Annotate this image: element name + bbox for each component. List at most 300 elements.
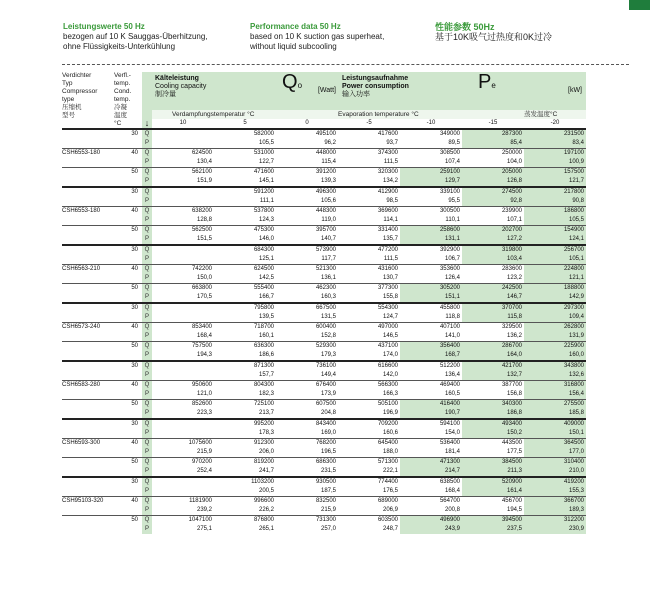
table-row: [62, 207, 586, 217]
value-cell: 134,2: [382, 178, 398, 184]
value-cell: 117,7: [321, 256, 336, 262]
value-cell: 819200: [214, 458, 276, 468]
value-cell: 421700: [462, 361, 524, 371]
table-row: [62, 245, 586, 255]
value-cell: 275,1: [196, 526, 212, 532]
value-cell: [152, 371, 214, 381]
value-cell: 222,1: [382, 468, 398, 474]
quantity-symbol-cell: P: [142, 313, 152, 323]
table-row: [62, 158, 586, 168]
value-cell: 151,9: [196, 178, 212, 184]
value-cell: 536400: [400, 439, 462, 449]
value-cell: 237,5: [462, 525, 524, 534]
cond-temp-cell: [114, 506, 142, 516]
model-cell: [62, 235, 114, 245]
value-cell: 136,2: [506, 333, 522, 339]
quantity-symbol-cell: P: [142, 351, 152, 361]
quantity-symbol-cell: Q: [142, 187, 152, 197]
quantity-symbol-cell: Q: [142, 226, 152, 236]
model-cell: [62, 139, 114, 149]
value-cell: 853400: [152, 323, 214, 333]
cond-temp-cell: [114, 467, 142, 477]
value-cell: 471600: [214, 168, 276, 178]
table-row: [62, 323, 586, 333]
value-cell: 248,7: [382, 526, 398, 532]
head-compressor: Verdichter Typ Compressor type 压缩机 型号: [62, 72, 98, 119]
value-cell: 566300: [338, 381, 400, 391]
cond-temp-cell: [114, 216, 142, 226]
value-cell: 419200: [524, 477, 586, 487]
value-cell: 471300: [400, 458, 462, 468]
value-cell: 448300: [276, 207, 338, 217]
head-cond-temp: Verfl.- temp. Cond. temp. 冷凝 温度 °C: [114, 72, 132, 127]
quantity-symbol-cell: P: [142, 274, 152, 284]
value-cell: 231500: [524, 129, 586, 139]
value-cell: 215,9: [320, 507, 336, 513]
model-cell: [62, 400, 114, 410]
table-row: [62, 197, 586, 207]
value-cell: 126,4: [444, 275, 460, 281]
head-power: Leistungsaufnahme Power consumption 输入功率 Pe [kW]: [338, 72, 586, 108]
table-row: [62, 303, 586, 313]
subtitle-cn: 基于10K吸气过热度和0K过冷: [435, 32, 553, 42]
model-cell: [62, 245, 114, 255]
table-row: [62, 351, 586, 361]
value-cell: 146,7: [462, 293, 524, 303]
value-cell: 115,4: [321, 159, 336, 165]
value-cell: 215,9: [196, 449, 212, 455]
header-divider: [62, 64, 629, 65]
value-cell: 136,1: [320, 275, 336, 281]
value-cell: 111,1: [259, 198, 274, 204]
value-cell: 684300: [214, 245, 276, 255]
value-cell: 204,8: [320, 410, 336, 416]
value-cell: 132,6: [524, 371, 586, 381]
value-cell: 105,5: [258, 140, 274, 146]
value-cell: [152, 477, 214, 487]
value-cell: 197100: [524, 149, 586, 159]
cond-temp-cell: [114, 235, 142, 245]
value-cell: 832500: [276, 497, 338, 507]
value-cell: 95,5: [448, 198, 460, 204]
value-cell: 181,4: [444, 449, 460, 455]
value-cell: 157,7: [258, 372, 274, 378]
value-cell: 145,1: [258, 178, 274, 184]
value-cell: 231,5: [320, 468, 336, 474]
table-row: [62, 139, 586, 149]
model-cell: [62, 313, 114, 323]
cond-temp-cell: [114, 525, 142, 534]
value-cell: 638200: [152, 207, 214, 217]
quantity-symbol-cell: P: [142, 371, 152, 381]
value-cell: [152, 187, 214, 197]
model-cell: [62, 303, 114, 313]
evap-temp-en: Evaporation temperature °C: [338, 110, 524, 119]
value-cell: 105,6: [320, 198, 336, 204]
value-cell: 124,7: [382, 314, 398, 320]
value-cell: 135,7: [382, 236, 398, 242]
table-row: [62, 265, 586, 275]
value-cell: 151,5: [196, 236, 212, 242]
quantity-symbol-cell: Q: [142, 419, 152, 429]
value-cell: 297300: [524, 303, 586, 313]
cond-temp-cell: [114, 293, 142, 303]
table-row: [62, 458, 586, 468]
value-cell: 178,3: [258, 430, 274, 436]
quantity-symbol-cell: P: [142, 506, 152, 516]
value-cell: 141,0: [444, 333, 460, 339]
cond-temp-cell: [114, 390, 142, 400]
cond-temp-cell: 40: [114, 381, 142, 391]
value-cell: 262800: [524, 323, 586, 333]
value-cell: 950600: [152, 381, 214, 391]
value-cell: 185,8: [524, 409, 586, 419]
value-cell: 168,7: [400, 351, 462, 361]
quantity-symbol-cell: P: [142, 177, 152, 187]
value-cell: 340300: [462, 400, 524, 410]
value-cell: 258600: [400, 226, 462, 236]
cond-temp-cell: 40: [114, 323, 142, 333]
value-cell: 477200: [338, 245, 400, 255]
value-cell: 531000: [214, 149, 276, 159]
value-cell: 154,0: [444, 430, 460, 436]
value-cell: 132,7: [462, 371, 524, 381]
value-cell: [152, 361, 214, 371]
quantity-symbol-cell: P: [142, 139, 152, 149]
value-cell: 142,5: [258, 275, 274, 281]
value-cell: 412900: [338, 187, 400, 197]
model-cell: CSH6553-180: [62, 207, 114, 217]
value-cell: 196,5: [320, 449, 336, 455]
value-cell: 90,8: [524, 197, 586, 207]
value-cell: 353600: [400, 265, 462, 275]
value-cell: 142,0: [382, 372, 398, 378]
value-cell: 409000: [524, 419, 586, 429]
model-cell: [62, 226, 114, 236]
value-cell: 168,4: [196, 333, 212, 339]
cond-temp-cell: 30: [114, 245, 142, 255]
value-cell: 182,3: [258, 391, 274, 397]
quantity-symbol-cell: Q: [142, 342, 152, 352]
value-cell: 676400: [276, 381, 338, 391]
value-cell: 497000: [338, 323, 400, 333]
value-cell: 177,5: [506, 449, 522, 455]
value-cell: 768200: [276, 439, 338, 449]
quantity-symbol-cell: Q: [142, 458, 152, 468]
value-cell: 616600: [338, 361, 400, 371]
quantity-symbol-cell: P: [142, 197, 152, 207]
table-row: [62, 390, 586, 400]
value-cell: 114,1: [383, 217, 398, 223]
value-cell: 416400: [400, 400, 462, 410]
value-cell: 319800: [462, 245, 524, 255]
quantity-symbol-cell: Q: [142, 381, 152, 391]
value-cell: 121,1: [524, 274, 586, 284]
table-row: [62, 429, 586, 439]
value-cell: [152, 487, 214, 497]
model-cell: [62, 342, 114, 352]
value-cell: 600400: [276, 323, 338, 333]
model-cell: [62, 371, 114, 381]
cond-temp-cell: 30: [114, 187, 142, 197]
value-cell: 329500: [462, 323, 524, 333]
table-row: [62, 235, 586, 245]
value-cell: 343800: [524, 361, 586, 371]
value-cell: 136,4: [444, 372, 460, 378]
value-cell: 160,1: [258, 333, 274, 339]
table-row: [62, 168, 586, 178]
model-cell: [62, 177, 114, 187]
value-cell: 130,7: [382, 275, 398, 281]
value-cell: 554300: [338, 303, 400, 313]
model-cell: [62, 255, 114, 265]
value-cell: 104,0: [506, 159, 522, 165]
model-cell: [62, 390, 114, 400]
value-cell: 160,6: [382, 430, 398, 436]
table-row: [62, 448, 586, 458]
table-row: [62, 439, 586, 449]
value-cell: 217800: [524, 187, 586, 197]
model-cell: [62, 216, 114, 226]
value-cell: 150,2: [462, 429, 524, 439]
value-cell: 200,8: [444, 507, 460, 513]
model-cell: [62, 158, 114, 168]
table-row: [62, 293, 586, 303]
value-cell: 308500: [400, 149, 462, 159]
value-cell: 239,2: [196, 507, 212, 513]
table-row: [62, 361, 586, 371]
value-cell: 189,3: [524, 506, 586, 516]
value-cell: 103,4: [462, 255, 524, 265]
value-cell: 89,5: [448, 140, 460, 146]
cond-temp-cell: 50: [114, 226, 142, 236]
value-cell: 312200: [524, 516, 586, 526]
value-cell: 105,5: [524, 216, 586, 226]
cond-temp-cell: 50: [114, 458, 142, 468]
brand-logo-mark: [629, 0, 650, 10]
value-cell: 1047100: [152, 516, 214, 526]
value-cell: 121,7: [524, 177, 586, 187]
value-cell: 125,1: [258, 256, 274, 262]
value-cell: 121,0: [196, 391, 212, 397]
cond-temp-cell: 50: [114, 342, 142, 352]
value-cell: 118,8: [445, 314, 460, 320]
value-cell: 455800: [400, 303, 462, 313]
value-cell: 186,6: [258, 352, 274, 358]
cond-temp-cell: [114, 158, 142, 168]
temp-col-6: -20: [550, 120, 560, 126]
table-row: [62, 371, 586, 381]
model-cell: [62, 429, 114, 439]
value-cell: 196,9: [382, 410, 398, 416]
value-cell: 852600: [152, 400, 214, 410]
table-row: [62, 497, 586, 507]
cond-temp-cell: 30: [114, 361, 142, 371]
value-cell: 211,3: [462, 467, 524, 477]
value-cell: 520900: [462, 477, 524, 487]
table-row: [62, 313, 586, 323]
quantity-symbol-cell: Q: [142, 245, 152, 255]
quantity-symbol-cell: P: [142, 390, 152, 400]
value-cell: 689000: [338, 497, 400, 507]
table-row: [62, 409, 586, 419]
value-cell: 111,5: [383, 159, 398, 165]
value-cell: 603500: [338, 516, 400, 526]
value-cell: 139,3: [320, 178, 336, 184]
value-cell: 186800: [524, 207, 586, 217]
value-cell: 349000: [400, 129, 462, 139]
value-cell: 188,0: [382, 449, 398, 455]
value-cell: 129,7: [400, 177, 462, 187]
cond-temp-cell: 40: [114, 439, 142, 449]
value-cell: 624500: [214, 265, 276, 275]
capacity-symbol: Q: [282, 72, 298, 93]
value-cell: 241,7: [258, 468, 274, 474]
value-cell: 316800: [524, 381, 586, 391]
value-cell: 431600: [338, 265, 400, 275]
value-cell: 300500: [400, 207, 462, 217]
quantity-symbol-cell: P: [142, 255, 152, 265]
table-body: [62, 129, 586, 534]
value-cell: 200,5: [258, 488, 274, 494]
value-cell: 1181900: [152, 497, 214, 507]
title-en: Performance data 50 Hz: [250, 22, 341, 31]
model-cell: [62, 448, 114, 458]
cond-temp-cell: 50: [114, 400, 142, 410]
value-cell: 930500: [276, 477, 338, 487]
cond-temp-cell: [114, 332, 142, 342]
value-cell: 443500: [462, 439, 524, 449]
value-cell: 173,9: [320, 391, 336, 397]
quantity-symbol-cell: Q: [142, 207, 152, 217]
value-cell: 107,1: [506, 217, 522, 223]
model-cell: CSH6583-280: [62, 381, 114, 391]
value-cell: [152, 255, 214, 265]
value-cell: 186,8: [462, 409, 524, 419]
table-row: [62, 400, 586, 410]
model-cell: [62, 487, 114, 497]
value-cell: 310400: [524, 458, 586, 468]
model-cell: [62, 187, 114, 197]
cond-temp-cell: [114, 139, 142, 149]
value-cell: 92,8: [462, 197, 524, 207]
value-cell: 188800: [524, 284, 586, 294]
quantity-symbol-cell: Q: [142, 168, 152, 178]
value-cell: 239900: [462, 207, 524, 217]
value-cell: 573900: [276, 245, 338, 255]
power-symbol: P: [478, 72, 492, 93]
cond-temp-cell: 40: [114, 207, 142, 217]
value-cell: 591200: [214, 187, 276, 197]
subtitle-en-2: without liquid subcooling: [250, 42, 337, 51]
value-cell: 757500: [152, 342, 214, 352]
quantity-symbol-cell: Q: [142, 323, 152, 333]
model-cell: [62, 274, 114, 284]
value-cell: [152, 303, 214, 313]
value-cell: 562500: [152, 226, 214, 236]
model-cell: [62, 168, 114, 178]
table-row: [62, 506, 586, 516]
value-cell: 124,3: [258, 217, 274, 223]
value-cell: 537800: [214, 207, 276, 217]
model-cell: CSH95103-320: [62, 497, 114, 507]
value-cell: 122,7: [258, 159, 274, 165]
value-cell: 529300: [276, 342, 338, 352]
header-cn: [435, 22, 552, 42]
value-cell: 226,2: [258, 507, 274, 513]
table-row: [62, 332, 586, 342]
value-cell: 194,3: [196, 352, 212, 358]
value-cell: 594100: [400, 419, 462, 429]
model-cell: [62, 284, 114, 294]
value-cell: 709200: [338, 419, 400, 429]
value-cell: 636300: [214, 342, 276, 352]
value-cell: [152, 197, 214, 207]
temp-col-5: -15: [488, 120, 498, 126]
value-cell: 127,2: [462, 235, 524, 245]
quantity-symbol-cell: P: [142, 448, 152, 458]
value-cell: 105,1: [524, 255, 586, 265]
value-cell: 160,3: [320, 294, 336, 300]
value-cell: 1075600: [152, 439, 214, 449]
value-cell: 469400: [400, 381, 462, 391]
value-cell: 912300: [214, 439, 276, 449]
value-cell: 562100: [152, 168, 214, 178]
value-cell: 179,3: [320, 352, 336, 358]
value-cell: 146,0: [258, 236, 274, 242]
value-cell: 407100: [400, 323, 462, 333]
quantity-symbol-cell: Q: [142, 149, 152, 159]
value-cell: 152,8: [320, 333, 336, 339]
value-cell: 339100: [400, 187, 462, 197]
model-cell: [62, 361, 114, 371]
value-cell: 202700: [462, 226, 524, 236]
arrow-down-icon: ↓: [142, 119, 152, 129]
value-cell: 645400: [338, 439, 400, 449]
value-cell: 370700: [462, 303, 524, 313]
value-cell: 154900: [524, 226, 586, 236]
value-cell: 256700: [524, 245, 586, 255]
value-cell: 243,9: [400, 525, 462, 534]
value-cell: 213,7: [258, 410, 274, 416]
table-row: [62, 255, 586, 265]
value-cell: 718700: [214, 323, 276, 333]
value-cell: 140,7: [320, 236, 336, 242]
value-cell: 667500: [276, 303, 338, 313]
value-cell: 495100: [276, 129, 338, 139]
cond-temp-cell: 30: [114, 129, 142, 139]
quantity-symbol-cell: Q: [142, 516, 152, 526]
value-cell: 206,0: [258, 449, 274, 455]
table-row: [62, 477, 586, 487]
quantity-symbol-cell: Q: [142, 129, 152, 139]
value-cell: 564700: [400, 497, 462, 507]
cond-temp-cell: [114, 448, 142, 458]
evap-temp-cn: 蒸发温度°C: [524, 110, 586, 119]
cond-temp-cell: 40: [114, 265, 142, 275]
temp-col-2: 0: [305, 120, 309, 126]
value-cell: 283600: [462, 265, 524, 275]
model-cell: [62, 129, 114, 139]
cond-temp-cell: [114, 255, 142, 265]
value-cell: 150,0: [196, 275, 212, 281]
table-row: [62, 284, 586, 294]
model-cell: [62, 506, 114, 516]
cond-temp-cell: 30: [114, 477, 142, 487]
value-cell: 177,0: [524, 448, 586, 458]
value-cell: 876800: [214, 516, 276, 526]
value-cell: 374300: [338, 149, 400, 159]
